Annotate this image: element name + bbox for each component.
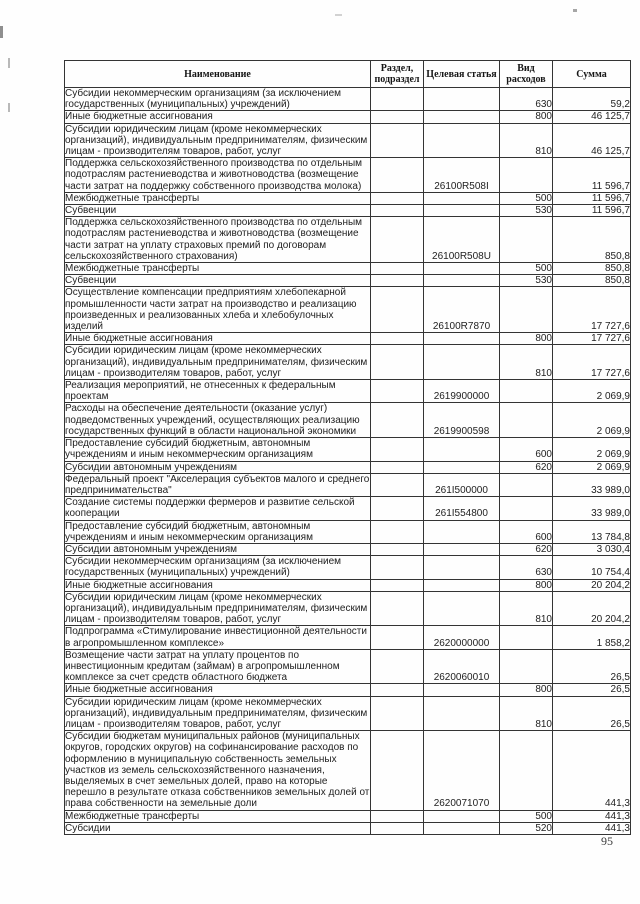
table-body [65, 88, 631, 835]
cell-name: Субсидии юридическим лицам (кроме некоммерческих организаций), индивидуальным предпринимателям, физическим лицам - производителям товаров, работ, услуг [65, 345, 371, 380]
cell-expense-type: 500 [500, 263, 553, 275]
cell-name: Субсидии юридическим лицам (кроме некоммерческих организаций), индивидуальным предпринимателям, физическим лицам - производителям товаров, работ, услуг [65, 696, 371, 731]
cell-expense-type: 800 [500, 684, 553, 696]
cell-section [371, 822, 424, 834]
cell-name: Предоставление субсидий бюджетным, автономным учреждениям и иным некоммерческим организациям [65, 520, 371, 543]
table-row [65, 380, 631, 403]
cell-name: Иные бюджетные ассигнования [65, 579, 371, 591]
cell-expense-type [500, 380, 553, 403]
cell-expense-type: 620 [500, 461, 553, 473]
column-header-section: Раздел, подраздел [371, 61, 424, 88]
cell-sum: 850,8 [553, 275, 631, 287]
cell-sum: 26,5 [553, 684, 631, 696]
scan-artifact [335, 14, 342, 16]
cell-section [371, 345, 424, 380]
cell-name: Субсидии юридическим лицам (кроме некоммерческих организаций), индивидуальным предпринимателям, физическим лицам - производителям товаров, работ, услуг [65, 591, 371, 626]
cell-expense-type [500, 158, 553, 193]
cell-expense-type [500, 403, 553, 438]
cell-sum: 2 069,9 [553, 380, 631, 403]
cell-name: Иные бюджетные ассигнования [65, 333, 371, 345]
table-row [65, 333, 631, 345]
table-row [65, 158, 631, 193]
table-row [65, 497, 631, 520]
cell-name: Возмещение части затрат на уплату процентов по инвестиционным кредитам (займам) в агропромышленном комплексе за счет средств областного бюджета [65, 649, 371, 684]
cell-section [371, 217, 424, 263]
table-row [65, 591, 631, 626]
cell-target-article [424, 556, 500, 579]
cell-sum: 10 754,4 [553, 556, 631, 579]
cell-sum: 850,8 [553, 217, 631, 263]
cell-expense-type: 600 [500, 520, 553, 543]
cell-expense-type: 810 [500, 591, 553, 626]
cell-section [371, 626, 424, 649]
cell-section [371, 438, 424, 461]
table-row [65, 649, 631, 684]
scan-artifact [573, 9, 577, 12]
cell-expense-type [500, 287, 553, 333]
cell-expense-type: 600 [500, 438, 553, 461]
scan-artifact [8, 103, 10, 112]
table-row [65, 287, 631, 333]
cell-sum: 441,3 [553, 810, 631, 822]
budget-expenses-table [64, 60, 631, 835]
cell-target-article: 2620071070 [424, 731, 500, 810]
cell-name: Осуществление компенсации предприятиям хлебопекарной промышленности части затрат на производство и реализацию произведенных и реализованных хлеба и хлебобулочных изделий [65, 287, 371, 333]
table-row [65, 88, 631, 111]
table-row [65, 684, 631, 696]
cell-sum: 11 596,7 [553, 192, 631, 204]
cell-expense-type: 800 [500, 111, 553, 123]
cell-name: Субсидии автономным учреждениям [65, 461, 371, 473]
cell-section [371, 380, 424, 403]
cell-section [371, 333, 424, 345]
cell-target-article: 2620060010 [424, 649, 500, 684]
cell-section [371, 731, 424, 810]
table-row [65, 626, 631, 649]
cell-sum: 26,5 [553, 696, 631, 731]
cell-name: Предоставление субсидий бюджетным, автономным учреждениям и иным некоммерческим организациям [65, 438, 371, 461]
cell-expense-type: 530 [500, 205, 553, 217]
cell-expense-type: 810 [500, 345, 553, 380]
cell-section [371, 696, 424, 731]
page-number: 95 [601, 834, 613, 848]
cell-target-article [424, 345, 500, 380]
cell-sum: 17 727,6 [553, 287, 631, 333]
cell-section [371, 263, 424, 275]
cell-section [371, 543, 424, 555]
cell-target-article [424, 591, 500, 626]
cell-sum: 441,3 [553, 731, 631, 810]
cell-section [371, 158, 424, 193]
cell-section [371, 287, 424, 333]
cell-name: Поддержка сельскохозяйственного производства по отдельным подотраслям растениеводства и животноводства (возмещение части затрат на уплату страховых премий по договорам сельскохозяйственного страхования) [65, 217, 371, 263]
cell-sum: 2 069,9 [553, 403, 631, 438]
cell-expense-type: 800 [500, 333, 553, 345]
column-header-expense-type: Вид расходов [500, 61, 553, 88]
cell-section [371, 810, 424, 822]
cell-section [371, 205, 424, 217]
cell-target-article [424, 684, 500, 696]
cell-target-article [424, 275, 500, 287]
cell-sum: 11 596,7 [553, 205, 631, 217]
cell-target-article: 26100R508U [424, 217, 500, 263]
cell-expense-type: 500 [500, 810, 553, 822]
table-row [65, 556, 631, 579]
cell-name: Субсидии [65, 822, 371, 834]
cell-sum: 2 069,9 [553, 438, 631, 461]
cell-section [371, 684, 424, 696]
cell-target-article: 2619900000 [424, 380, 500, 403]
cell-sum: 13 784,8 [553, 520, 631, 543]
scan-artifact [0, 26, 3, 38]
table-row [65, 403, 631, 438]
cell-sum: 20 204,2 [553, 591, 631, 626]
cell-name: Субвенции [65, 205, 371, 217]
cell-section [371, 111, 424, 123]
cell-sum: 26,5 [553, 649, 631, 684]
cell-target-article [424, 810, 500, 822]
table-row [65, 473, 631, 496]
cell-target-article [424, 438, 500, 461]
cell-sum: 850,8 [553, 263, 631, 275]
cell-sum: 2 069,9 [553, 461, 631, 473]
cell-sum: 20 204,2 [553, 579, 631, 591]
table-row [65, 123, 631, 158]
cell-target-article: 261I500000 [424, 473, 500, 496]
table-row [65, 205, 631, 217]
cell-sum: 1 858,2 [553, 626, 631, 649]
cell-target-article [424, 88, 500, 111]
column-header-target-article: Целевая статья [424, 61, 500, 88]
cell-expense-type: 630 [500, 88, 553, 111]
cell-name: Межбюджетные трансферты [65, 810, 371, 822]
cell-name: Субсидии некоммерческим организациям (за исключением государственных (муниципальных) учреждений) [65, 88, 371, 111]
cell-section [371, 88, 424, 111]
cell-expense-type [500, 649, 553, 684]
cell-target-article [424, 822, 500, 834]
cell-name: Подпрограмма «Стимулирование инвестиционной деятельности в агропромышленном комплексе» [65, 626, 371, 649]
cell-section [371, 275, 424, 287]
scan-artifact [8, 58, 10, 68]
cell-name: Субсидии некоммерческим организациям (за исключением государственных (муниципальных) учреждений) [65, 556, 371, 579]
cell-sum: 441,3 [553, 822, 631, 834]
cell-sum: 59,2 [553, 88, 631, 111]
cell-sum: 46 125,7 [553, 111, 631, 123]
cell-expense-type [500, 731, 553, 810]
cell-expense-type: 800 [500, 579, 553, 591]
cell-section [371, 556, 424, 579]
table-row [65, 731, 631, 810]
cell-name: Реализация мероприятий, не отнесенных к федеральным проектам [65, 380, 371, 403]
cell-sum: 17 727,6 [553, 333, 631, 345]
cell-sum: 33 989,0 [553, 473, 631, 496]
cell-target-article [424, 263, 500, 275]
cell-sum: 33 989,0 [553, 497, 631, 520]
table-row [65, 275, 631, 287]
cell-name: Субсидии юридическим лицам (кроме некоммерческих организаций), индивидуальным предпринимателям, физическим лицам - производителям товаров, работ, услуг [65, 123, 371, 158]
cell-target-article: 26100R7870 [424, 287, 500, 333]
cell-name: Федеральный проект "Акселерация субъектов малого и среднего предпринимательства" [65, 473, 370, 496]
cell-expense-type [500, 626, 553, 649]
cell-target-article [424, 205, 500, 217]
table-row [65, 461, 631, 473]
cell-target-article [424, 520, 500, 543]
cell-target-article [424, 123, 500, 158]
cell-name: Создание системы поддержки фермеров и развитие сельской кооперации [65, 497, 371, 520]
cell-name: Субвенции [65, 275, 371, 287]
cell-name: Иные бюджетные ассигнования [65, 684, 371, 696]
cell-sum: 3 030,4 [553, 543, 631, 555]
cell-name: Межбюджетные трансферты [65, 192, 371, 204]
table-row [65, 579, 631, 591]
cell-section [371, 461, 424, 473]
cell-target-article: 2619900598 [424, 403, 500, 438]
cell-expense-type: 810 [500, 696, 553, 731]
table-row [65, 263, 631, 275]
table-row [65, 111, 631, 123]
cell-target-article [424, 579, 500, 591]
cell-section [371, 192, 424, 204]
cell-target-article: 261I554800 [424, 497, 500, 520]
cell-expense-type: 810 [500, 123, 553, 158]
cell-name: Субсидии бюджетам муниципальных районов (муниципальных округов, городских округов) на софинансирование расходов по оформлению в муниципальную собственность земельных участков из земель сельскохозяйственного назначения, выделяемых в счет земельных долей, право на которые перешло в результате отказа собственников земельных долей от права собственности на земельные доли [65, 731, 370, 810]
cell-target-article [424, 696, 500, 731]
cell-section [371, 473, 424, 496]
cell-target-article [424, 192, 500, 204]
table-row [65, 438, 631, 461]
cell-section [371, 579, 424, 591]
table-row [65, 810, 631, 822]
table-row [65, 543, 631, 555]
cell-target-article [424, 461, 500, 473]
cell-target-article [424, 111, 500, 123]
cell-target-article: 2620000000 [424, 626, 500, 649]
cell-expense-type: 500 [500, 192, 553, 204]
cell-section [371, 520, 424, 543]
cell-section [371, 497, 424, 520]
column-header-name: Наименование [65, 61, 371, 88]
cell-expense-type: 630 [500, 556, 553, 579]
cell-section [371, 649, 424, 684]
cell-section [371, 123, 424, 158]
cell-name: Межбюджетные трансферты [65, 263, 371, 275]
cell-target-article [424, 333, 500, 345]
cell-expense-type [500, 217, 553, 263]
table-header [65, 61, 631, 88]
cell-expense-type: 620 [500, 543, 553, 555]
table-row [65, 345, 631, 380]
cell-name: Субсидии автономным учреждениям [65, 543, 371, 555]
cell-expense-type [500, 473, 553, 496]
table-row [65, 822, 631, 834]
cell-target-article: 26100R508I [424, 158, 500, 193]
cell-name: Расходы на обеспечение деятельности (оказание услуг) подведомственных учреждений, осуществляющих реализацию государственных функций в области национальной экономики [65, 403, 371, 438]
cell-sum: 46 125,7 [553, 123, 631, 158]
cell-name: Поддержка сельскохозяйственного производства по отдельным подотраслям растениеводства и животноводства (возмещение части затрат на поддержку собственного производства молока) [65, 158, 371, 193]
table-row [65, 520, 631, 543]
cell-target-article [424, 543, 500, 555]
cell-section [371, 591, 424, 626]
table-row [65, 217, 631, 263]
table-header-row [65, 61, 631, 88]
table-row [65, 696, 631, 731]
cell-expense-type [500, 497, 553, 520]
cell-expense-type: 520 [500, 822, 553, 834]
table-row [65, 192, 631, 204]
cell-expense-type: 530 [500, 275, 553, 287]
cell-sum: 11 596,7 [553, 158, 631, 193]
column-header-sum: Сумма [553, 61, 631, 88]
cell-name: Иные бюджетные ассигнования [65, 111, 371, 123]
cell-section [371, 403, 424, 438]
cell-sum: 17 727,6 [553, 345, 631, 380]
